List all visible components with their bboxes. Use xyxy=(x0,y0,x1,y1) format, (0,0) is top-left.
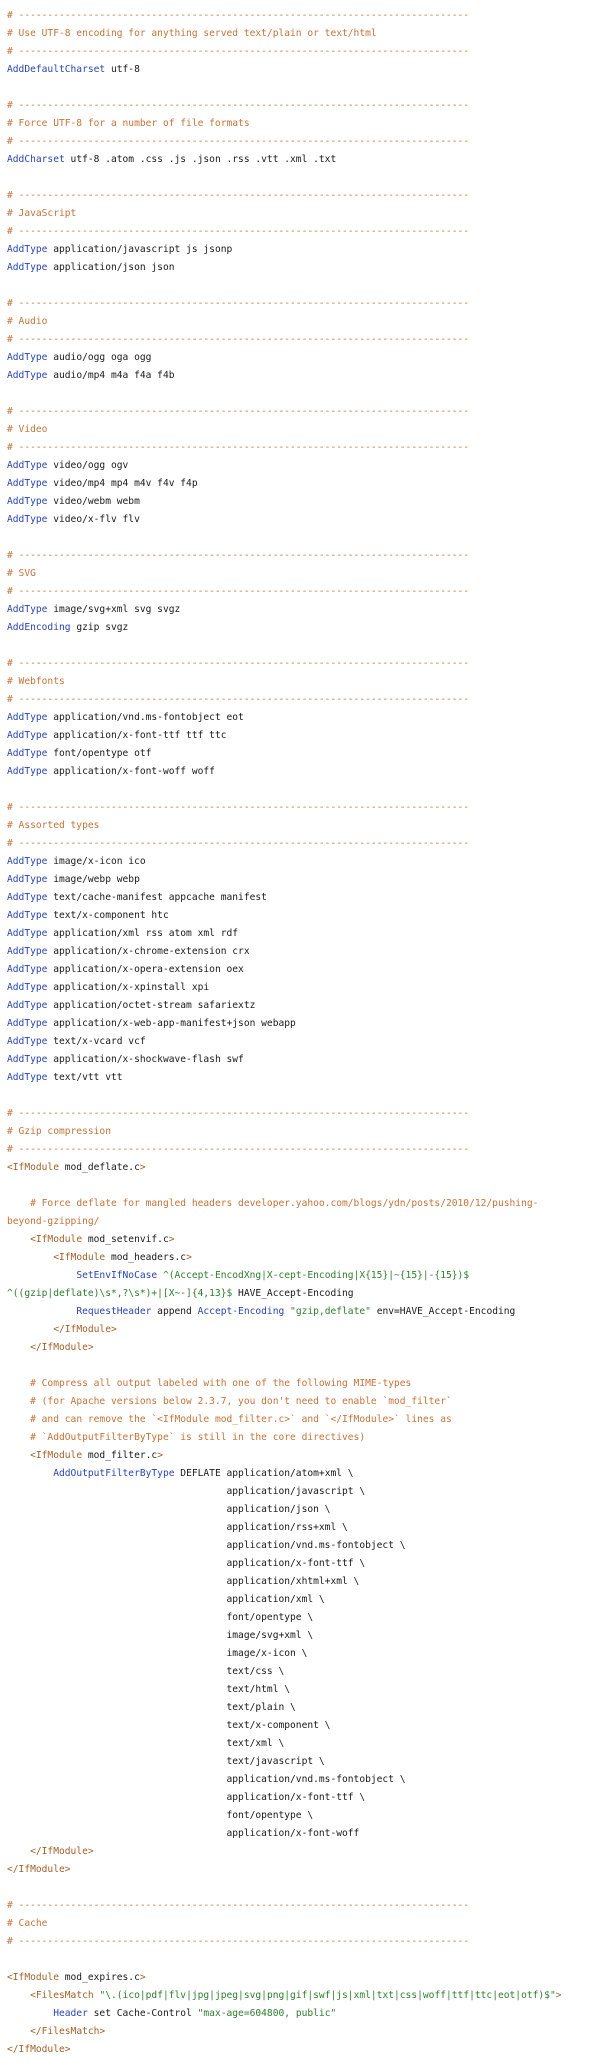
directive-token: AddType xyxy=(7,910,48,921)
code-line xyxy=(0,403,600,421)
code-line xyxy=(0,1789,600,1807)
code-line xyxy=(0,313,600,331)
code-line xyxy=(0,295,600,313)
directive-token: AddType xyxy=(7,892,48,903)
tag-token: > xyxy=(157,1450,163,1461)
comment-token: # ------------------------------------------------------------------------------ xyxy=(7,658,470,669)
directive-token: AddType xyxy=(7,982,48,993)
text-token: application/x-font-ttf ttf ttc xyxy=(47,730,227,741)
comment-token: # `AddOutputFilterByType` is still in the core directives) xyxy=(30,1432,366,1443)
code-line xyxy=(0,1285,600,1303)
code-line xyxy=(0,799,600,817)
comment-token: # ------------------------------------------------------------------------------ xyxy=(7,1144,470,1155)
text-token: application/json \ xyxy=(7,1504,331,1515)
text-token: application/x-shockwave-flash swf xyxy=(47,1054,244,1065)
code-line xyxy=(0,1321,600,1339)
comment-token: # ------------------------------------------------------------------------------ xyxy=(7,550,470,561)
code-line xyxy=(0,547,600,565)
code-line xyxy=(0,1645,600,1663)
code-line xyxy=(0,475,600,493)
tag-token: <IfModule xyxy=(53,1252,106,1263)
comment-token: # ------------------------------------------------------------------------------ xyxy=(7,1900,470,1911)
text-token: text/css \ xyxy=(7,1666,285,1677)
directive-token: AddType xyxy=(7,352,48,363)
blank-line xyxy=(0,1087,600,1105)
code-line xyxy=(0,1447,600,1465)
code-line xyxy=(0,1699,600,1717)
directive-token: AddType xyxy=(7,514,48,525)
text-token: env=HAVE_Accept-Encoding xyxy=(370,1306,516,1317)
blank-line xyxy=(0,1951,600,1969)
code-line xyxy=(0,259,600,277)
text-token: text/cache-manifest appcache manifest xyxy=(47,892,267,903)
text-token: append xyxy=(151,1306,198,1317)
text-token: font/opentype \ xyxy=(7,1612,314,1623)
code-line xyxy=(0,1303,600,1321)
comment-token: # Compress all output labeled with one of the following MIME-types xyxy=(30,1378,412,1389)
code-line xyxy=(0,1843,600,1861)
text-token xyxy=(7,2008,53,2019)
tag-token: <IfModule xyxy=(30,1450,83,1461)
code-line xyxy=(0,1933,600,1951)
comment-token: # ------------------------------------------------------------------------------ xyxy=(7,226,470,237)
directive-token: AddType xyxy=(7,1000,48,1011)
comment-token: # Video xyxy=(7,424,48,435)
code-line xyxy=(0,1627,600,1645)
text-token: gzip svgz xyxy=(70,622,129,633)
directive-token: AddType xyxy=(7,496,48,507)
tag-token: </IfModule> xyxy=(53,1324,117,1335)
code-line xyxy=(0,1069,600,1087)
comment-token: # Assorted types xyxy=(7,820,100,831)
tag-token: </IfModule> xyxy=(30,1846,94,1857)
text-token: audio/ogg oga ogg xyxy=(47,352,152,363)
text-token xyxy=(7,1198,30,1209)
text-token: application/x-chrome-extension crx xyxy=(47,946,250,957)
text-token xyxy=(7,1450,30,1461)
text-token: DEFLATE application/atom+xml \ xyxy=(174,1468,354,1479)
comment-token: # and can remove the `<IfModule mod_filter.c>` and `</IfModule>` lines as xyxy=(30,1414,452,1425)
code-line xyxy=(0,853,600,871)
code-line xyxy=(0,979,600,997)
text-token: text/x-vcard vcf xyxy=(47,1036,146,1047)
text-token: video/webm webm xyxy=(47,496,140,507)
code-line xyxy=(0,1231,600,1249)
blank-line xyxy=(0,277,600,295)
code-line xyxy=(0,1519,600,1537)
code-line xyxy=(0,1051,600,1069)
text-token: application/javascript \ xyxy=(7,1486,366,1497)
code-line xyxy=(0,673,600,691)
text-token: image/x-icon ico xyxy=(47,856,146,867)
text-token xyxy=(7,1270,76,1281)
code-line xyxy=(0,1429,600,1447)
code-line xyxy=(0,1663,600,1681)
code-line xyxy=(0,493,600,511)
code-line xyxy=(0,1195,600,1213)
code-line xyxy=(0,151,600,169)
code-line xyxy=(0,1717,600,1735)
code-line xyxy=(0,1969,600,1987)
code-line xyxy=(0,367,600,385)
comment-token: # Gzip compression xyxy=(7,1126,111,1137)
blank-line xyxy=(0,169,600,187)
code-line xyxy=(0,961,600,979)
string-token: "max-age=604800, public" xyxy=(197,2008,337,2019)
directive-token: AddType xyxy=(7,262,48,273)
text-token: utf-8 xyxy=(105,64,140,75)
text-token: application/x-web-app-manifest+json webapp xyxy=(47,1018,296,1029)
comment-token: # ------------------------------------------------------------------------------ xyxy=(7,442,470,453)
directive-token: AddType xyxy=(7,1036,48,1047)
directive-token: AddType xyxy=(7,874,48,885)
code-line xyxy=(0,583,600,601)
text-token: application/rss+xml \ xyxy=(7,1522,348,1533)
code-line xyxy=(0,1537,600,1555)
text-token: video/mp4 mp4 m4v f4v f4p xyxy=(47,478,198,489)
comment-token: # ------------------------------------------------------------------------------ xyxy=(7,586,470,597)
text-token: application/xml \ xyxy=(7,1594,325,1605)
code-line xyxy=(0,1213,600,1231)
comment-token: # SVG xyxy=(7,568,36,579)
text-token: application/x-font-woff xyxy=(7,1828,360,1839)
code-line xyxy=(0,1267,600,1285)
code-line xyxy=(0,907,600,925)
code-line xyxy=(0,1825,600,1843)
tag-token: > xyxy=(555,1990,562,2001)
text-token: text/xml \ xyxy=(7,1738,285,1749)
comment-token: # ------------------------------------------------------------------------------ xyxy=(7,1936,470,1947)
code-line xyxy=(0,1915,600,1933)
text-token: mod_setenvif.c xyxy=(82,1234,169,1245)
comment-token: # ------------------------------------------------------------------------------ xyxy=(7,694,470,705)
directive-token: AddOutputFilterByType xyxy=(53,1468,175,1479)
text-token: video/x-flv flv xyxy=(47,514,140,525)
comment-token: # ------------------------------------------------------------------------------ xyxy=(7,838,470,849)
directive-token: AddCharset xyxy=(7,154,65,165)
text-token: mod_expires.c xyxy=(58,1972,140,1983)
code-line xyxy=(0,1141,600,1159)
comment-token: # Use UTF-8 encoding for anything served text/plain or text/html xyxy=(7,28,377,39)
code-line xyxy=(0,1681,600,1699)
code-line xyxy=(0,1159,600,1177)
directive-token: AddType xyxy=(7,928,48,939)
code-line xyxy=(0,1465,600,1483)
text-token: image/webp webp xyxy=(47,874,140,885)
code-line xyxy=(0,25,600,43)
comment-token: # Force UTF-8 for a number of file formats xyxy=(7,118,250,129)
tag-token: <IfModule xyxy=(7,1972,59,1983)
text-token: font/opentype otf xyxy=(47,748,152,759)
text-token xyxy=(7,1306,76,1317)
code-line xyxy=(0,1735,600,1753)
text-token xyxy=(7,2026,30,2037)
comment-token: beyond-gzipping/ xyxy=(7,1216,100,1227)
directive-token: AddType xyxy=(7,766,48,777)
text-token xyxy=(7,1342,30,1353)
code-line xyxy=(0,331,600,349)
code-line xyxy=(0,1393,600,1411)
code-line xyxy=(0,763,600,781)
text-token: application/x-xpinstall xpi xyxy=(47,982,210,993)
code-line xyxy=(0,997,600,1015)
code-line xyxy=(0,817,600,835)
code-line xyxy=(0,2023,600,2041)
code-line xyxy=(0,655,600,673)
text-token xyxy=(7,1234,30,1245)
directive-token: SetEnvIfNoCase xyxy=(76,1270,158,1281)
text-token: utf-8 .atom .css .js .json .rss .vtt .xml .txt xyxy=(64,154,337,165)
directive-token: AddType xyxy=(7,460,48,471)
comment-token: # ------------------------------------------------------------------------------ xyxy=(7,298,470,309)
code-line xyxy=(0,1015,600,1033)
directive-token: AddType xyxy=(7,730,48,741)
code-line xyxy=(0,1753,600,1771)
comment-token: # Cache xyxy=(7,1918,48,1929)
text-token: application/octet-stream safariextz xyxy=(47,1000,256,1011)
blank-line xyxy=(0,781,600,799)
directive-token: AddType xyxy=(7,370,48,381)
comment-token: # ------------------------------------------------------------------------------ xyxy=(7,334,470,345)
code-line xyxy=(0,421,600,439)
code-line xyxy=(0,601,600,619)
tag-token: > xyxy=(139,1972,146,1983)
code-line xyxy=(0,1573,600,1591)
text-token xyxy=(7,1378,30,1389)
comment-token: # ------------------------------------------------------------------------------ xyxy=(7,802,470,813)
text-token: audio/mp4 m4a f4a f4b xyxy=(47,370,175,381)
text-token xyxy=(7,1414,30,1425)
text-token: text/vtt vtt xyxy=(47,1072,123,1083)
text-token: text/plain \ xyxy=(7,1702,296,1713)
tag-token: > xyxy=(168,1234,175,1245)
text-token: application/vnd.ms-fontobject \ xyxy=(7,1540,406,1551)
directive-token: AddType xyxy=(7,964,48,975)
code-line xyxy=(0,1609,600,1627)
code-line xyxy=(0,889,600,907)
text-token xyxy=(7,1432,30,1443)
code-line xyxy=(0,223,600,241)
string-token: "\.(ico|pdf|flv|jpg|jpeg|svg|png|gif|swf|js|xml|txt|css|woff|ttf|ttc|eot|otf)$" xyxy=(99,1990,556,2001)
code-line xyxy=(0,439,600,457)
text-token: mod_deflate.c xyxy=(58,1162,140,1173)
tag-token: </IfModule> xyxy=(7,1864,71,1875)
text-token xyxy=(7,1324,53,1335)
text-token: mod_filter.c xyxy=(82,1450,158,1461)
text-token: image/svg+xml svg svgz xyxy=(47,604,181,615)
code-line xyxy=(0,1483,600,1501)
blank-line xyxy=(0,529,600,547)
code-line xyxy=(0,1105,600,1123)
blank-line xyxy=(0,1357,600,1375)
code-line xyxy=(0,2005,600,2023)
code-line xyxy=(0,835,600,853)
tag-token: > xyxy=(139,1162,146,1173)
blank-line xyxy=(0,1879,600,1897)
code-line xyxy=(0,205,600,223)
text-token: application/x-font-ttf \ xyxy=(7,1558,366,1569)
comment-token: # Webfonts xyxy=(7,676,65,687)
tag-token: > xyxy=(186,1252,192,1263)
text-token: text/html \ xyxy=(7,1684,291,1695)
string-token: ^(Accept-EncodXng|X-cept-Encoding|X{15}|~{15}|-{15})$ xyxy=(162,1270,470,1281)
text-token: application/x-font-ttf \ xyxy=(7,1792,366,1803)
tag-token: <IfModule xyxy=(30,1234,83,1245)
text-token: image/x-icon \ xyxy=(7,1648,308,1659)
comment-token: # Audio xyxy=(7,316,48,327)
code-line xyxy=(0,1591,600,1609)
code-line xyxy=(0,745,600,763)
directive-token: AddEncoding xyxy=(7,622,71,633)
code-line xyxy=(0,619,600,637)
blank-line xyxy=(0,79,600,97)
text-token xyxy=(7,1252,53,1263)
code-line xyxy=(0,1807,600,1825)
text-token: HAVE_Accept-Encoding xyxy=(232,1288,354,1299)
comment-token: # (for Apache versions below 2.3.7, you don't need to enable `mod_filter` xyxy=(30,1396,452,1407)
comment-token: # ------------------------------------------------------------------------------ xyxy=(7,136,470,147)
text-token: application/json json xyxy=(47,262,175,273)
code-line xyxy=(0,565,600,583)
tag-token: <FilesMatch xyxy=(30,1990,94,2001)
blank-line xyxy=(0,637,600,655)
code-line xyxy=(0,61,600,79)
comment-token: # ------------------------------------------------------------------------------ xyxy=(7,100,470,111)
text-token xyxy=(7,1846,30,1857)
code-line xyxy=(0,457,600,475)
blank-line xyxy=(0,1177,600,1195)
text-token: text/x-component htc xyxy=(47,910,169,921)
directive-token: AddType xyxy=(7,946,48,957)
code-line xyxy=(0,727,600,745)
directive-token: AddDefaultCharset xyxy=(7,64,106,75)
code-line xyxy=(0,1123,600,1141)
directive-token: AddType xyxy=(7,1054,48,1065)
text-token: font/opentype \ xyxy=(7,1810,314,1821)
comment-token: # JavaScript xyxy=(7,208,77,219)
code-line xyxy=(0,7,600,25)
text-token: text/javascript \ xyxy=(7,1756,325,1767)
tag-token: </IfModule> xyxy=(7,2044,71,2055)
directive-token: Accept-Encoding xyxy=(197,1306,285,1317)
text-token: video/ogg ogv xyxy=(47,460,129,471)
text-token xyxy=(7,1468,53,1479)
comment-token: # ------------------------------------------------------------------------------ xyxy=(7,10,470,21)
code-line xyxy=(0,133,600,151)
text-token: text/x-component \ xyxy=(7,1720,331,1731)
code-line xyxy=(0,2041,600,2059)
code-line xyxy=(0,97,600,115)
tag-token: </FilesMatch> xyxy=(30,2026,106,2037)
code-line xyxy=(0,1897,600,1915)
directive-token: AddType xyxy=(7,478,48,489)
code-line xyxy=(0,1555,600,1573)
directive-token: AddType xyxy=(7,856,48,867)
string-token: ^((gzip|deflate)\s*,?\s*)+|[X~-]{4,13}$ xyxy=(7,1288,233,1299)
text-token: image/svg+xml \ xyxy=(7,1630,314,1641)
text-token: application/xml rss atom xml rdf xyxy=(47,928,239,939)
directive-token: AddType xyxy=(7,1072,48,1083)
directive-token: RequestHeader xyxy=(76,1306,152,1317)
code-line xyxy=(0,1033,600,1051)
directive-token: AddType xyxy=(7,1018,48,1029)
code-line xyxy=(0,943,600,961)
text-token: set Cache-Control xyxy=(87,2008,198,2019)
tag-token: <IfModule xyxy=(7,1162,59,1173)
text-token xyxy=(7,1990,30,2001)
text-token: application/vnd.ms-fontobject eot xyxy=(47,712,244,723)
directive-token: Header xyxy=(53,2008,88,2019)
code-line xyxy=(0,115,600,133)
text-token: mod_headers.c xyxy=(105,1252,187,1263)
directive-token: AddType xyxy=(7,604,48,615)
comment-token: # ------------------------------------------------------------------------------ xyxy=(7,406,470,417)
code-line xyxy=(0,1339,600,1357)
code-line xyxy=(0,1861,600,1879)
comment-token: # ------------------------------------------------------------------------------ xyxy=(7,46,470,57)
text-token: application/x-font-woff woff xyxy=(47,766,215,777)
code-line xyxy=(0,1501,600,1519)
code-line xyxy=(0,925,600,943)
code-line xyxy=(0,1375,600,1393)
text-token: application/javascript js jsonp xyxy=(47,244,233,255)
code-line xyxy=(0,241,600,259)
comment-token: # Force deflate for mangled headers developer.yahoo.com/blogs/ydn/posts/2010/12/pushing- xyxy=(30,1198,539,1209)
text-token xyxy=(7,1396,30,1407)
tag-token: </IfModule> xyxy=(30,1342,94,1353)
directive-token: AddType xyxy=(7,748,48,759)
code-line xyxy=(0,709,600,727)
code-line xyxy=(0,1411,600,1429)
comment-token: # ------------------------------------------------------------------------------ xyxy=(7,190,470,201)
string-token: "gzip,deflate" xyxy=(290,1306,371,1317)
code-line xyxy=(0,43,600,61)
text-token: application/xhtml+xml \ xyxy=(7,1576,360,1587)
code-line xyxy=(0,691,600,709)
comment-token: # ------------------------------------------------------------------------------ xyxy=(7,1108,470,1119)
code-line xyxy=(0,349,600,367)
directive-token: AddType xyxy=(7,712,48,723)
code-line xyxy=(0,871,600,889)
code-line xyxy=(0,187,600,205)
text-token: application/x-opera-extension oex xyxy=(47,964,244,975)
code-line xyxy=(0,511,600,529)
text-token: application/vnd.ms-fontobject \ xyxy=(7,1774,406,1785)
blank-line xyxy=(0,385,600,403)
code-line xyxy=(0,1987,600,2005)
code-line xyxy=(0,1249,600,1267)
directive-token: AddType xyxy=(7,244,48,255)
code-line xyxy=(0,1771,600,1789)
